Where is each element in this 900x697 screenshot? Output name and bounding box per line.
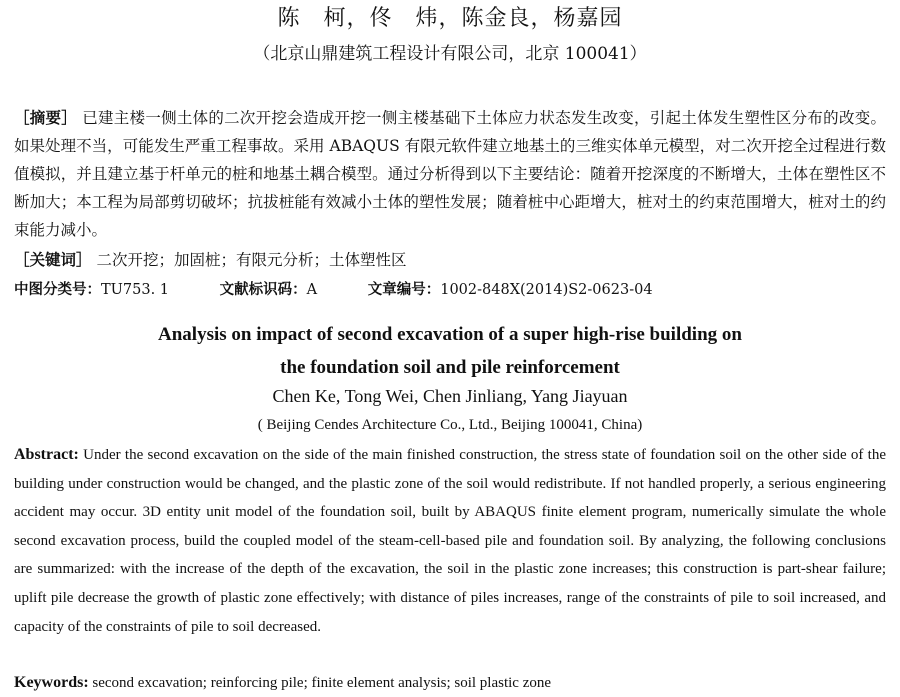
cn-abstract-label: ［摘要］: [14, 108, 78, 127]
clc-value: TU753. 1: [101, 282, 170, 298]
cn-keywords: [14, 246, 886, 274]
doc-code-label: 文献标识码：: [219, 282, 307, 298]
en-affiliation: ( Beijing Cendes Architecture Co., Ltd., Beijing 100041, China): [257, 417, 643, 433]
en-title-line1: Analysis on impact of second excavation of a super high-rise building on: [158, 324, 742, 345]
en-abstract-label: Abstract:: [14, 446, 79, 463]
en-title: [0, 318, 900, 384]
en-title-line2: the foundation soil and pile reinforcement: [280, 357, 620, 378]
cn-authors: 陈 柯，佟 炜，陈金良，杨嘉园: [277, 6, 623, 31]
clc-label: 中图分类号：: [14, 282, 101, 298]
article-no-value: 1002-848X(2014)S2-0623-04: [440, 282, 653, 298]
en-keywords: [14, 670, 886, 696]
en-authors: Chen Ke, Tong Wei, Chen Jinliang, Yang Jiayuan: [272, 386, 628, 406]
en-abstract: [14, 441, 886, 641]
en-keywords-text: second excavation; reinforcing pile; finite element analysis; soil plastic zone: [88, 675, 552, 691]
cn-keywords-label: ［关键词］: [14, 250, 92, 269]
en-abstract-text: Under the second excavation on the side of the main finished construction, the stress state of foundation soil on the other side of the building under construction would be changed, and the plastic zone of the soil would redistribute. If not handled properly, a serious engineering accident may occur. 3D entity unit model of the foundation soil, built by ABAQUS finite element program, numerically simulate the whole second excavation process, build the coupled model of the steam-cell-based pile and foundation soil. By analyzing, the following conclusions are summarized: with the increase of the depth of the excavation, the soil in the plastic zone increases; this construction is part-shear failure; uplift pile decrease the growth of plastic zone effectively; with distance of piles increases, range of the constraints of pile to soil increased, and capacity of the constraints of pile to soil decreased.: [14, 447, 886, 635]
cn-abstract-text: 已建主楼一侧土体的二次开挖会造成开挖一侧主楼基础下土体应力状态发生改变，引起土体发生塑性区分布的改变。如果处理不当，可能发生严重工程事故。采用 ABAQUS 有限元软件建立地基土的三维实体单元模型，对二次开挖全过程进行数值模拟，并且建立基于杆单元的桩和地基土耦合模型。通过分析得到以下主要结论：随着开挖深度的不断增大，土体在塑性区不断加大；本工程为局部剪切破坏；抗拔桩能有效减小土体的塑性发展；随着桩中心距增大，桩对土的约束范围增大，桩对土的约束能力减小。: [14, 109, 886, 239]
cn-abstract: [14, 104, 886, 244]
cn-classification-line: [14, 276, 886, 304]
article-no-label: 文章编号：: [367, 282, 441, 298]
doc-code-value: A: [306, 282, 318, 298]
cn-keywords-text: 二次开挖；加固桩；有限元分析；土体塑性区: [96, 251, 407, 269]
en-keywords-label: Keywords:: [14, 674, 89, 691]
cn-affiliation: （北京山鼎建筑工程设计有限公司，北京 100041）: [253, 44, 647, 64]
